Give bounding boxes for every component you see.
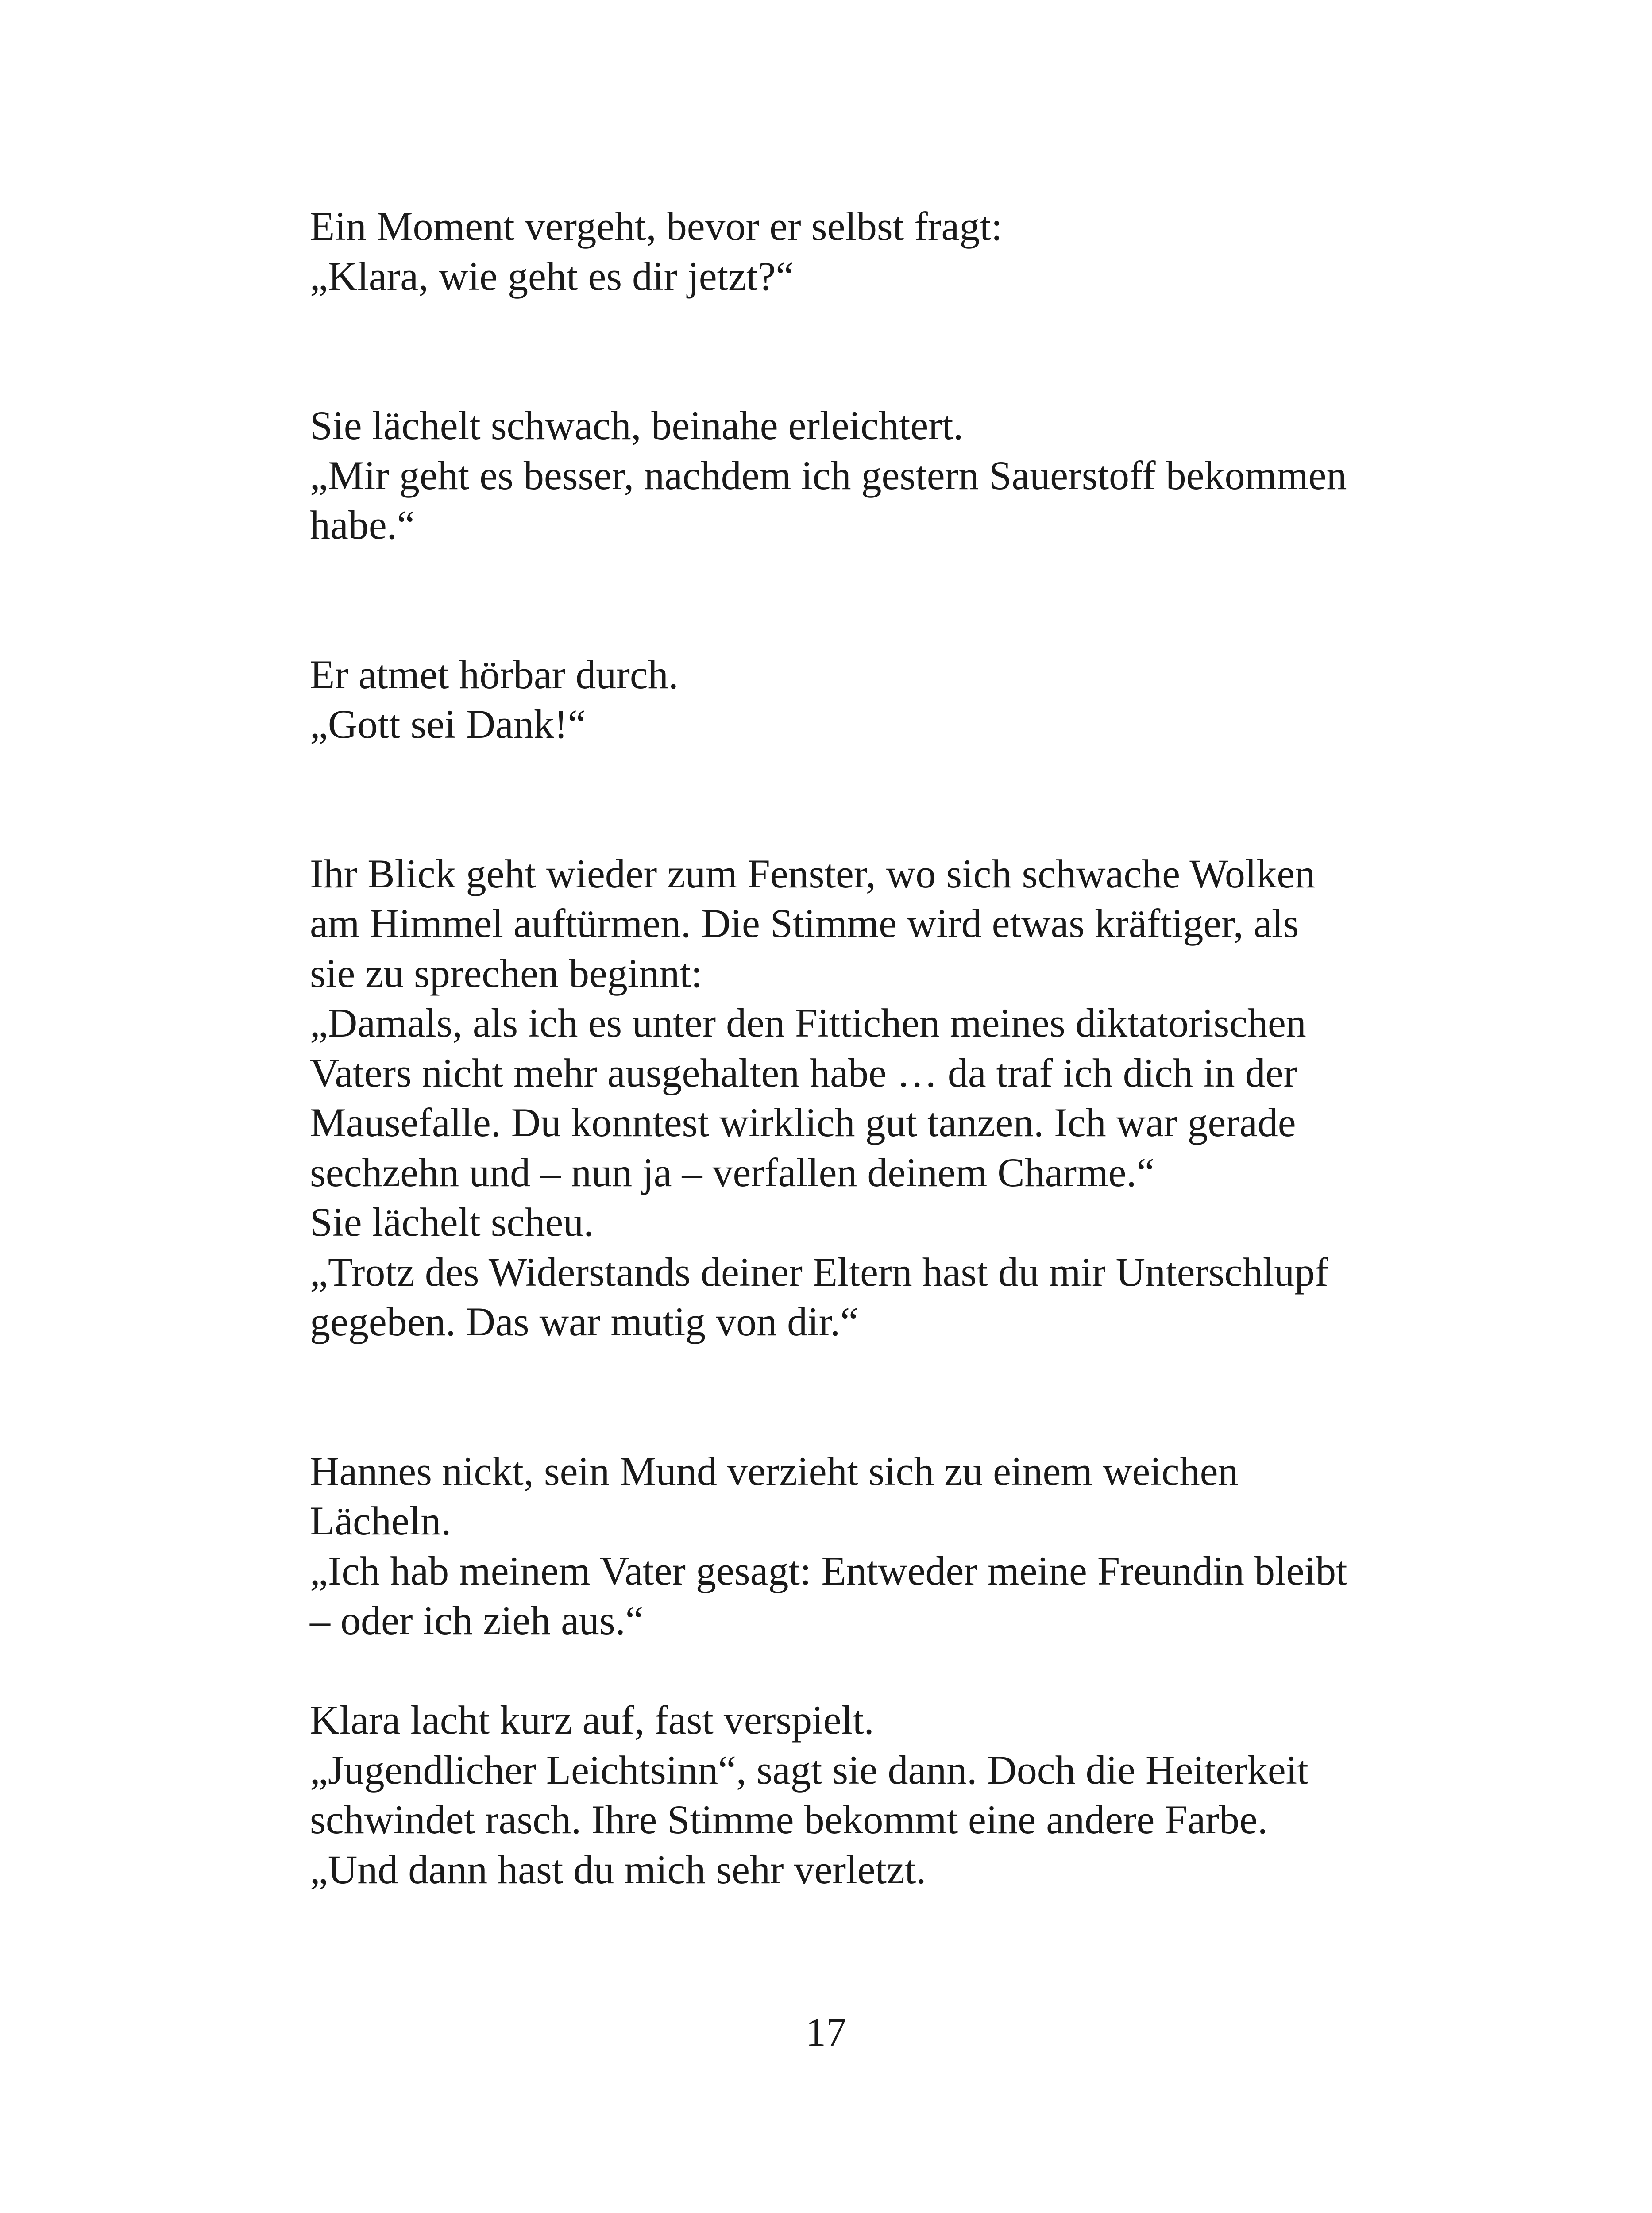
paragraph-spacer (310, 301, 1483, 401)
text-line: Ein Moment vergeht, bevor er selbst fragt: (310, 204, 1003, 249)
text-line: Lächeln. (310, 1498, 452, 1543)
text-line: „Mir geht es besser, nachdem ich gestern Sauerstoff bekommen (310, 452, 1347, 498)
page-body (310, 201, 1483, 1894)
paragraph (310, 1446, 1483, 1646)
text-line: gegeben. Das war mutig von dir.“ (310, 1299, 859, 1344)
paragraph (310, 401, 1483, 550)
text-line: Vaters nicht mehr ausgehalten habe … da traf ich dich in der (310, 1050, 1297, 1095)
paragraph-spacer (310, 749, 1483, 849)
paragraph-spacer (310, 1646, 1483, 1696)
text-line: Ihr Blick geht wieder zum Fenster, wo sich schwache Wolken (310, 851, 1316, 896)
text-line: sechzehn und – nun ja – verfallen deinem Charme.“ (310, 1149, 1155, 1195)
text-line: „Jugendlicher Leichtsinn“, sagt sie dann. Doch die Heiterkeit (310, 1747, 1308, 1793)
text-line: – oder ich zieh aus.“ (310, 1598, 644, 1643)
paragraph-spacer (310, 550, 1483, 650)
paragraph (310, 650, 1483, 749)
text-line: „Damals, als ich es unter den Fittichen meines diktatorischen (310, 1000, 1306, 1045)
paragraph (310, 1695, 1483, 1894)
text-line: „Trotz des Widerstands deiner Eltern hast du mir Unterschlupf (310, 1249, 1328, 1295)
text-line: Hannes nickt, sein Mund verzieht sich zu einem weichen (310, 1448, 1239, 1494)
text-line: „Klara, wie geht es dir jetzt?“ (310, 253, 794, 299)
page-number: 17 (806, 2009, 846, 2055)
text-line: am Himmel auftürmen. Die Stimme wird etwas kräftiger, als (310, 901, 1299, 946)
text-line: schwindet rasch. Ihre Stimme bekommt eine andere Farbe. (310, 1797, 1268, 1842)
text-line: Sie lächelt schwach, beinahe erleichtert. (310, 403, 964, 448)
paragraph (310, 201, 1483, 301)
text-line: Mausefalle. Du konntest wirklich gut tanzen. Ich war gerade (310, 1100, 1296, 1145)
text-line: habe.“ (310, 502, 415, 547)
text-line: Sie lächelt scheu. (310, 1199, 594, 1245)
text-line: „Und dann hast du mich sehr verletzt. (310, 1847, 926, 1892)
paragraph-spacer (310, 1347, 1483, 1446)
text-line: Er atmet hörbar durch. (310, 652, 679, 697)
text-line: sie zu sprechen beginnt: (310, 950, 702, 996)
text-line: „Gott sei Dank!“ (310, 702, 586, 747)
paragraph (310, 849, 1483, 1347)
text-line: Klara lacht kurz auf, fast verspielt. (310, 1697, 874, 1743)
text-line: „Ich hab meinem Vater gesagt: Entweder meine Freundin bleibt (310, 1548, 1347, 1593)
